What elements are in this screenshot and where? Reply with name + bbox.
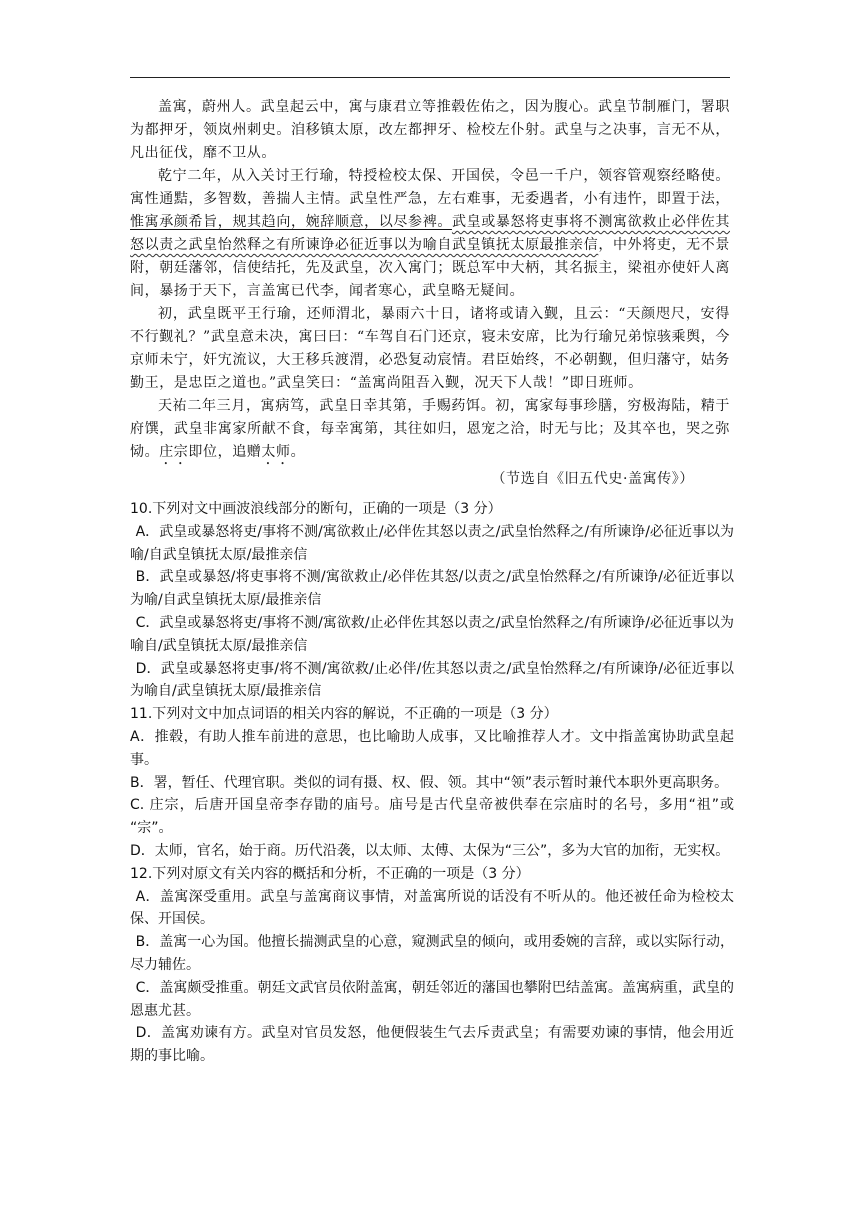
option-b[interactable]: B．盖寓一心为国。他擅长揣测武皇的心意，窥测武皇的倾向，或用委婉的言辞，或以实际行动，尽力辅佐。 [130,934,734,973]
dotted-term-zhuangzong: 庄宗 [159,444,189,460]
option-d[interactable]: D．盖寓劝谏有方。武皇对官员发怒，他便假装生气去斥责武皇；有需要劝谏的事情，他会用近期的事比喻。 [130,1025,734,1065]
question-10 [130,498,734,703]
option-c[interactable]: C．武皇或暴怒将吏/事将不测/寓欲救/止必伴佐其怒以责之/武皇怡然释之/有所谏诤/必征近事以为喻自/武皇镇抚太原/最推亲信 [130,614,734,654]
question-stem: 11.下列对文中加点词语的相关内容的解说，不正确的一项是（3 分） [130,706,558,723]
passage-text: 天祐二年三月，寓病笃，武皇日幸其第，手赐药饵。初，寓家每事珍膳，穷极海陆，精于府馔，武皇非寓家所献不食，每幸寓第，其往如归，恩宠之洽，时无与比；及其卒也，哭之弥恸。 [130,398,730,460]
header-rule [130,77,730,78]
passage-paragraph-1: 盖寓，蔚州人。武皇起云中，寓与康君立等推毂佐佑之，因为腹心。武皇节制雁门，署职为都押牙，领岚州刺史。洎移镇太原，改左都押牙、检校左仆射。武皇与之决事，言无不从，凡出征伐，靡不卫从。 [130,99,730,161]
option-a[interactable]: A．推毂，有助人推车前进的意思，也比喻助人成事，又比喻推荐人才。文中指盖寓协助武皇起事。 [130,728,734,768]
option-d[interactable]: D．太师，官名，始于商。历代沿袭，以太师、太傅、太保为“三公”，多为大官的加衔，无实权。 [130,842,730,859]
question-stem: 12.下列对原文有关内容的概括和分析，不正确的一项是（3 分） [130,865,530,882]
option-b[interactable]: B．武皇或暴怒/将吏事将不测/寓欲救止/必伴佐其怒/以责之/武皇怡然释之/有所谏诤/必征近事以为喻/自武皇镇抚太原/最推亲信 [130,569,734,609]
passage-paragraph-4 [130,395,730,468]
question-stem: 10.下列对文中画波浪线部分的断句，正确的一项是（3 分） [130,501,502,517]
reading-passage [130,96,730,491]
question-list [130,498,734,1068]
passage-source: （节选自《旧五代史·盖寓传》） [491,471,694,487]
passage-text: ，中外将吏，无不景附，朝廷藩邻，信使结托，先及武皇，次入寓门；既总军中大柄，其名振主，梁祖亦使奸人离间，暴扬于天下，言盖寓已代李，闻者寒心，武皇略无疑间。 [130,237,730,299]
passage-text: 即位，追赠 [188,444,262,460]
passage-text: 。 [290,444,306,460]
question-12 [130,863,734,1068]
option-c[interactable]: C．盖寓颇受推重。朝廷文武官员依附盖寓，朝廷邻近的藩国也攀附巴结盖寓。盖寓病重，武皇的恩惠尤甚。 [130,979,734,1019]
question-11 [130,703,734,863]
option-a[interactable]: A．盖寓深受重用。武皇与盖寓商议事情，对盖寓所说的话没有不听从的。他还被任命为检校太保、开国侯。 [130,888,734,928]
option-c[interactable]: C. 庄宗，后唐开国皇帝李存勖的庙号。庙号是古代皇帝被供奉在宗庙时的名号，多用“祖”或 “宗”。 [130,797,734,837]
wavy-underlined-passage: 武皇或暴怒将吏事将不测寓欲救止必伴佐其怒以责之武皇怡然释之有所谏诤必征近事以为喻自武皇镇抚太原最推亲信 [130,214,730,253]
passage-underlined-text: 惟寓承颜希旨，规其趋向，婉辞顺意，以尽参裨。 [130,214,452,230]
passage-text: 乾宁二年，从入关讨王行瑜，特授检校太保、开国侯，令邑一千户，领容管观察经略使。寓性通黠，多智数，善揣人主情。武皇性严急，左右难事，无委遇者，小有违忤，即置于法， [130,168,730,207]
dotted-term-taishi: 太师 [261,444,291,460]
passage-paragraph-2 [130,165,730,303]
passage-paragraph-3: 初，武皇既平王行瑜，还师渭北，暴雨六十日，诸将或请入觐，且云：“天颜咫尺，安得不行觐礼？”武皇意未决，寓曰曰：“车驾自石门还京，寝未安席，比为行瑜兄弟惊骇乘舆，今京师未宁，奸宄流议，大王移兵渡渭，必恐复动宸情。君臣始终，不必朝觐，但归藩守，姑务勤王，是忠臣之道也。”武皇笑曰：“盖寓尚阻吾入觐，况天下人哉！”即日班师。 [130,306,730,391]
option-a[interactable]: A．武皇或暴怒将吏/事将不测/寓欲救止/必伴佐其怒以责之/武皇怡然释之/有所谏诤/必征近事以为喻/自武皇镇抚太原/最推亲信 [130,523,734,563]
option-b[interactable]: B．署，暂任、代理官职。类似的词有摄、权、假、领。其中“领”表示暂时兼代本职外更高职务。 [130,774,729,791]
option-d[interactable]: D．武皇或暴怒将吏事/将不测/寓欲救/止必伴/佐其怒以责之/武皇怡然释之/有所谏诤/必征近事以为喻自/武皇镇抚太原/最推亲信 [130,660,734,700]
